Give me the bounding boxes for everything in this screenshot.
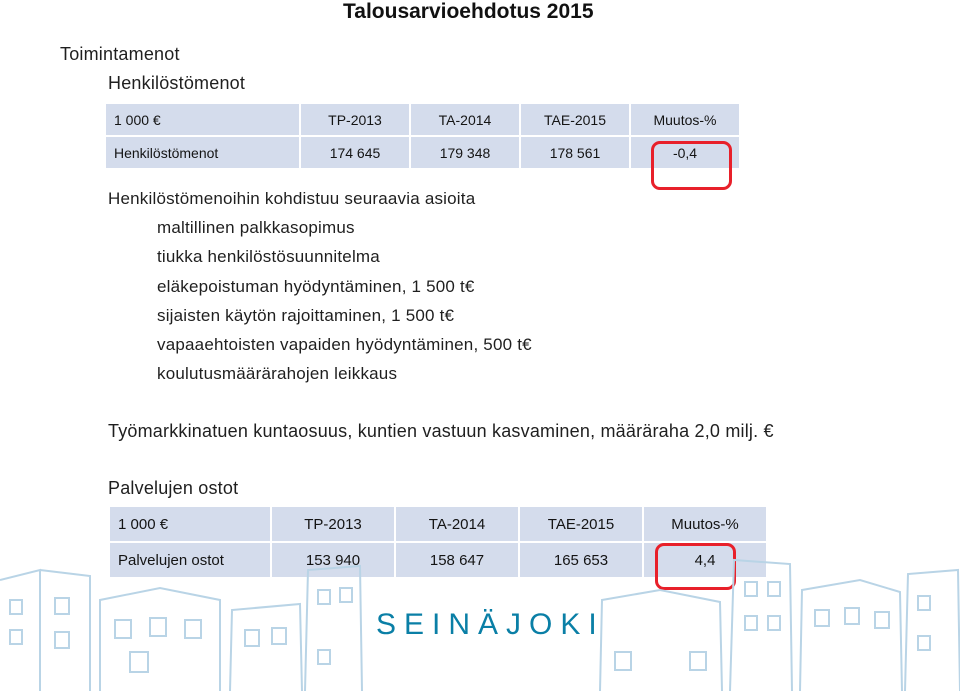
list-item: maltillinen palkkasopimus	[157, 218, 355, 237]
table-cell: 153 940	[272, 543, 394, 577]
subsection-heading-personnel: Henkilöstömenot	[108, 73, 246, 93]
list-item: koulutusmäärärahojen leikkaus	[157, 364, 398, 383]
subsection-heading-services: Palvelujen ostot	[108, 478, 239, 498]
table-header-cell: TA-2014	[411, 104, 519, 135]
table-header-row	[106, 104, 739, 135]
table-cell: 179 348	[411, 137, 519, 168]
table-header-cell: 1 000 €	[106, 104, 299, 135]
table-row	[106, 137, 739, 168]
table-cell: Palvelujen ostot	[110, 543, 270, 577]
table-header-cell: TAE-2015	[520, 507, 642, 541]
table-header-cell: Muutos-%	[644, 507, 766, 541]
table-cell: Henkilöstömenot	[106, 137, 299, 168]
seinajoki-logo: SEINÄJOKI	[376, 608, 605, 641]
table-header-cell: Muutos-%	[631, 104, 739, 135]
table-header-cell: TP-2013	[301, 104, 409, 135]
employment-note: Työmarkkinatuen kuntaosuus, kuntien vastuun kasvaminen, määräraha 2,0 milj. €	[108, 421, 774, 441]
list-item: vapaaehtoisten vapaiden hyödyntäminen, 500 t€	[157, 335, 532, 354]
table-header-cell: TA-2014	[396, 507, 518, 541]
table-header-cell: 1 000 €	[110, 507, 270, 541]
table-header-row	[110, 507, 766, 541]
table-cell-change: 4,4	[644, 543, 766, 577]
table-cell: 178 561	[521, 137, 629, 168]
table-header-cell: TAE-2015	[521, 104, 629, 135]
intro-text: Henkilöstömenoihin kohdistuu seuraavia asioita	[108, 189, 476, 208]
page-title: Talousarvioehdotus 2015	[343, 0, 594, 23]
table-cell: 165 653	[520, 543, 642, 577]
table-cell-change: -0,4	[631, 137, 739, 168]
highlight-circle	[651, 141, 732, 190]
list-item: tiukka henkilöstösuunnitelma	[157, 247, 380, 266]
table-cell: 174 645	[301, 137, 409, 168]
personnel-costs-table	[104, 102, 741, 170]
table-header-cell: TP-2013	[272, 507, 394, 541]
section-heading: Toimintamenot	[60, 44, 180, 64]
list-item: sijaisten käytön rajoittaminen, 1 500 t€	[157, 306, 455, 325]
list-item: eläkepoistuman hyödyntäminen, 1 500 t€	[157, 277, 475, 296]
table-cell: 158 647	[396, 543, 518, 577]
